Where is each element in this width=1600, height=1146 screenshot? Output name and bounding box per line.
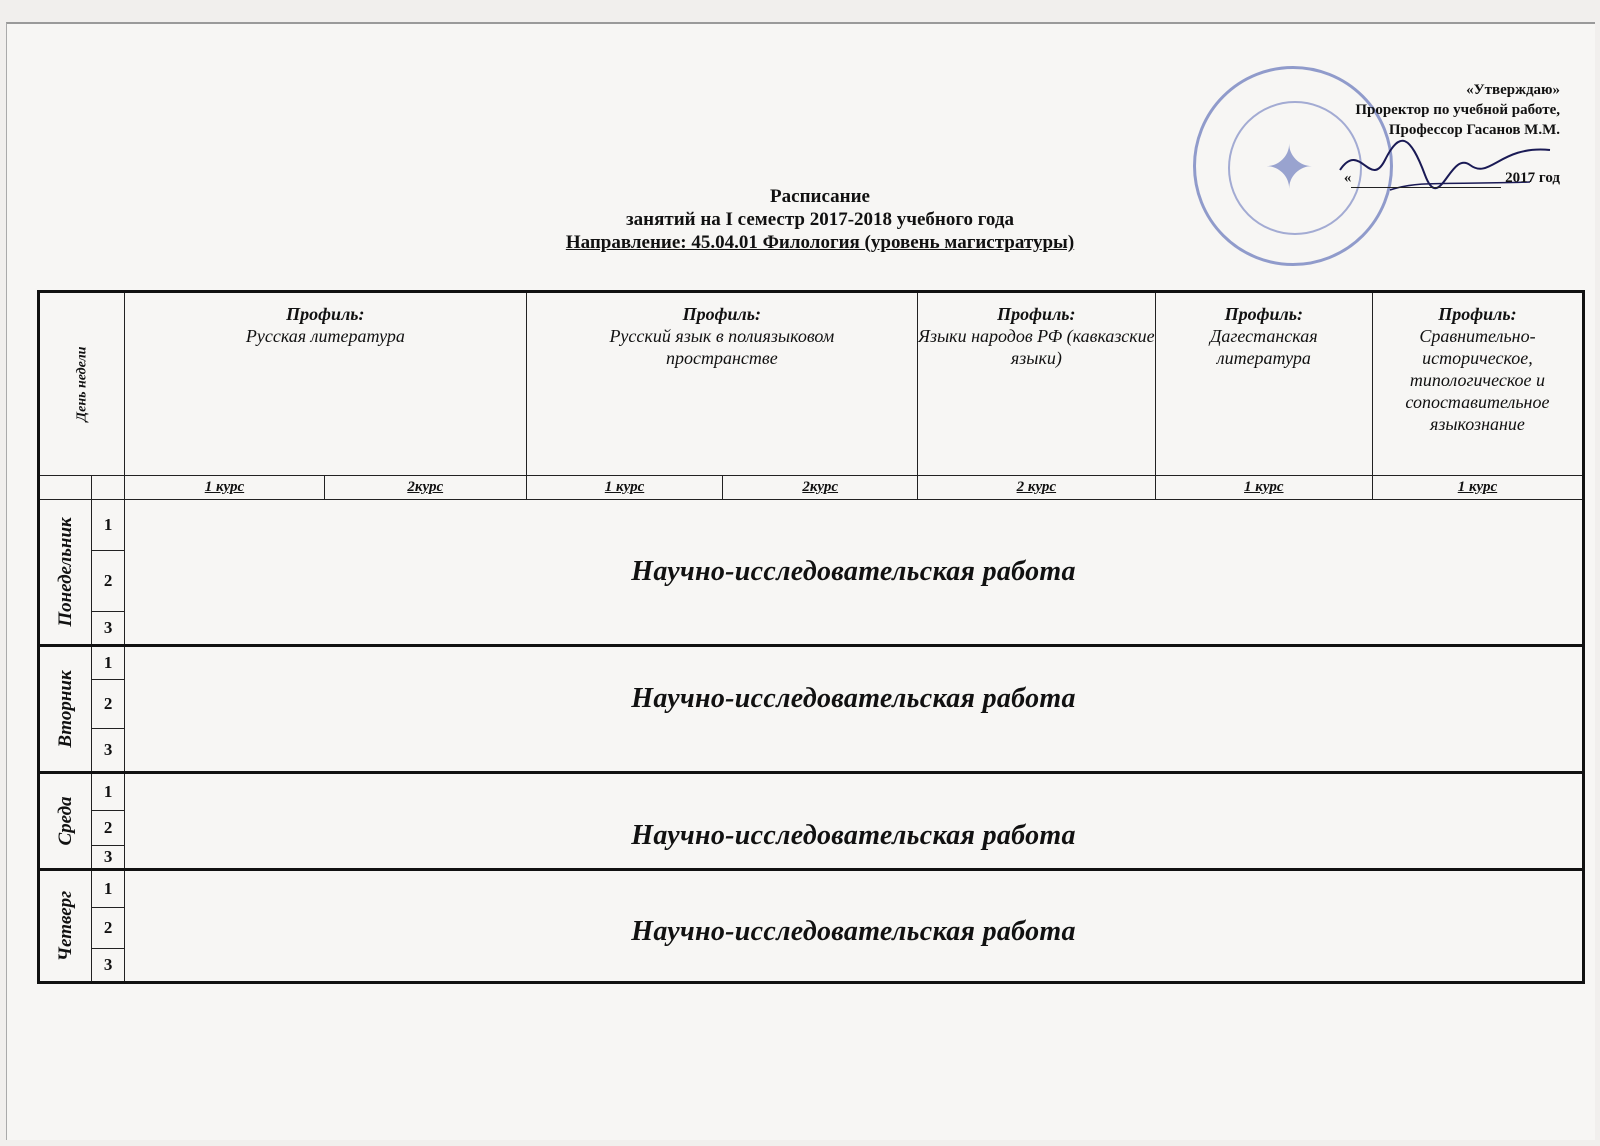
pair-number: 2 xyxy=(92,908,125,949)
title-line-3: Направление: 45.04.01 Филология (уровень магистратуры) xyxy=(565,232,1075,253)
day-column-label: День недели xyxy=(74,346,90,422)
research-label: Научно-исследовательская работа xyxy=(631,556,1076,587)
day-label-thursday: Четверг xyxy=(54,890,76,962)
profile-label: Профиль: xyxy=(682,304,762,324)
course-row xyxy=(39,476,1584,500)
thursday-pair-1 xyxy=(39,870,1584,908)
research-cell-monday xyxy=(125,500,1584,646)
approval-date xyxy=(1344,168,1560,188)
research-label: Научно-исследовательская работа xyxy=(631,683,1076,714)
profile-header-4 xyxy=(1155,292,1372,476)
seal-emblem-icon: ✦ xyxy=(1264,135,1315,201)
research-label: Научно-исследовательская работа xyxy=(631,820,1076,851)
pair-number: 2 xyxy=(92,551,125,612)
profile-name: Дагестанская литература xyxy=(1209,326,1318,368)
research-cell-thursday xyxy=(125,870,1584,983)
approval-line-1: «Утверждаю» xyxy=(1466,82,1560,98)
day-label-wednesday: Среда xyxy=(54,796,76,846)
profile-label: Профиль: xyxy=(1224,304,1303,324)
schedule-title xyxy=(340,185,1300,254)
day-cell-wednesday xyxy=(39,773,92,870)
pair-number: 1 xyxy=(92,500,125,551)
profile-header-2 xyxy=(526,292,917,476)
pair-number: 1 xyxy=(92,646,125,680)
tuesday-pair-1 xyxy=(39,646,1584,680)
profile-label: Профиль: xyxy=(1438,304,1517,324)
day-column-header xyxy=(39,292,125,476)
wednesday-pair-1 xyxy=(39,773,1584,811)
profile-label: Профиль: xyxy=(286,304,365,324)
day-cell-thursday xyxy=(39,870,92,983)
course-cell: 1 курс xyxy=(1155,476,1372,500)
approval-block xyxy=(1344,80,1560,188)
schedule-table xyxy=(37,290,1585,984)
profile-header-1 xyxy=(125,292,527,476)
header-row xyxy=(39,292,1584,476)
day-cell-monday xyxy=(39,500,92,646)
approval-date-prefix: « xyxy=(1343,170,1352,186)
course-cell: 2 курс xyxy=(918,476,1156,500)
approval-date-suffix: 2017 год xyxy=(1505,170,1560,186)
profile-name: Русская литература xyxy=(245,326,405,346)
profile-header-3 xyxy=(918,292,1156,476)
day-cell-tuesday xyxy=(39,646,92,773)
pair-number: 2 xyxy=(92,680,125,729)
course-cell: 2курс xyxy=(723,476,918,500)
day-column-spacer xyxy=(39,476,92,500)
course-cell: 1 курс xyxy=(1372,476,1583,500)
date-blank xyxy=(1351,171,1501,188)
approval-line-2: Проректор по учебной работе, xyxy=(1355,102,1560,118)
profile-header-5 xyxy=(1372,292,1583,476)
pair-number: 2 xyxy=(92,811,125,846)
research-cell-wednesday xyxy=(125,773,1584,870)
course-cell: 2курс xyxy=(324,476,526,500)
pair-number: 3 xyxy=(92,846,125,870)
pair-number: 3 xyxy=(92,612,125,646)
pair-number: 3 xyxy=(92,729,125,773)
day-label-tuesday: Вторник xyxy=(54,670,76,748)
profile-label: Профиль: xyxy=(997,304,1076,324)
num-column-spacer xyxy=(92,476,125,500)
monday-pair-1 xyxy=(39,500,1584,551)
approval-line-3: Профессор Гасанов М.М. xyxy=(1388,122,1560,138)
research-cell-tuesday xyxy=(125,646,1584,773)
pair-number: 1 xyxy=(92,773,125,811)
title-line-1: Расписание xyxy=(770,186,870,207)
research-label: Научно-исследовательская работа xyxy=(631,916,1076,947)
course-cell: 1 курс xyxy=(125,476,325,500)
pair-number: 3 xyxy=(92,949,125,983)
title-line-2: занятий на I семестр 2017-2018 учебного года xyxy=(626,209,1014,230)
profile-name: Сравнительно-историческое, типологическое и сопоставительное языкознание xyxy=(1405,326,1550,434)
course-cell: 1 курс xyxy=(526,476,723,500)
pair-number: 1 xyxy=(92,870,125,908)
profile-name: Русский язык в полиязыковом пространстве xyxy=(609,326,835,368)
profile-name: Языки народов РФ (кавказские языки) xyxy=(918,326,1155,368)
day-label-monday: Понедельник xyxy=(54,517,76,627)
